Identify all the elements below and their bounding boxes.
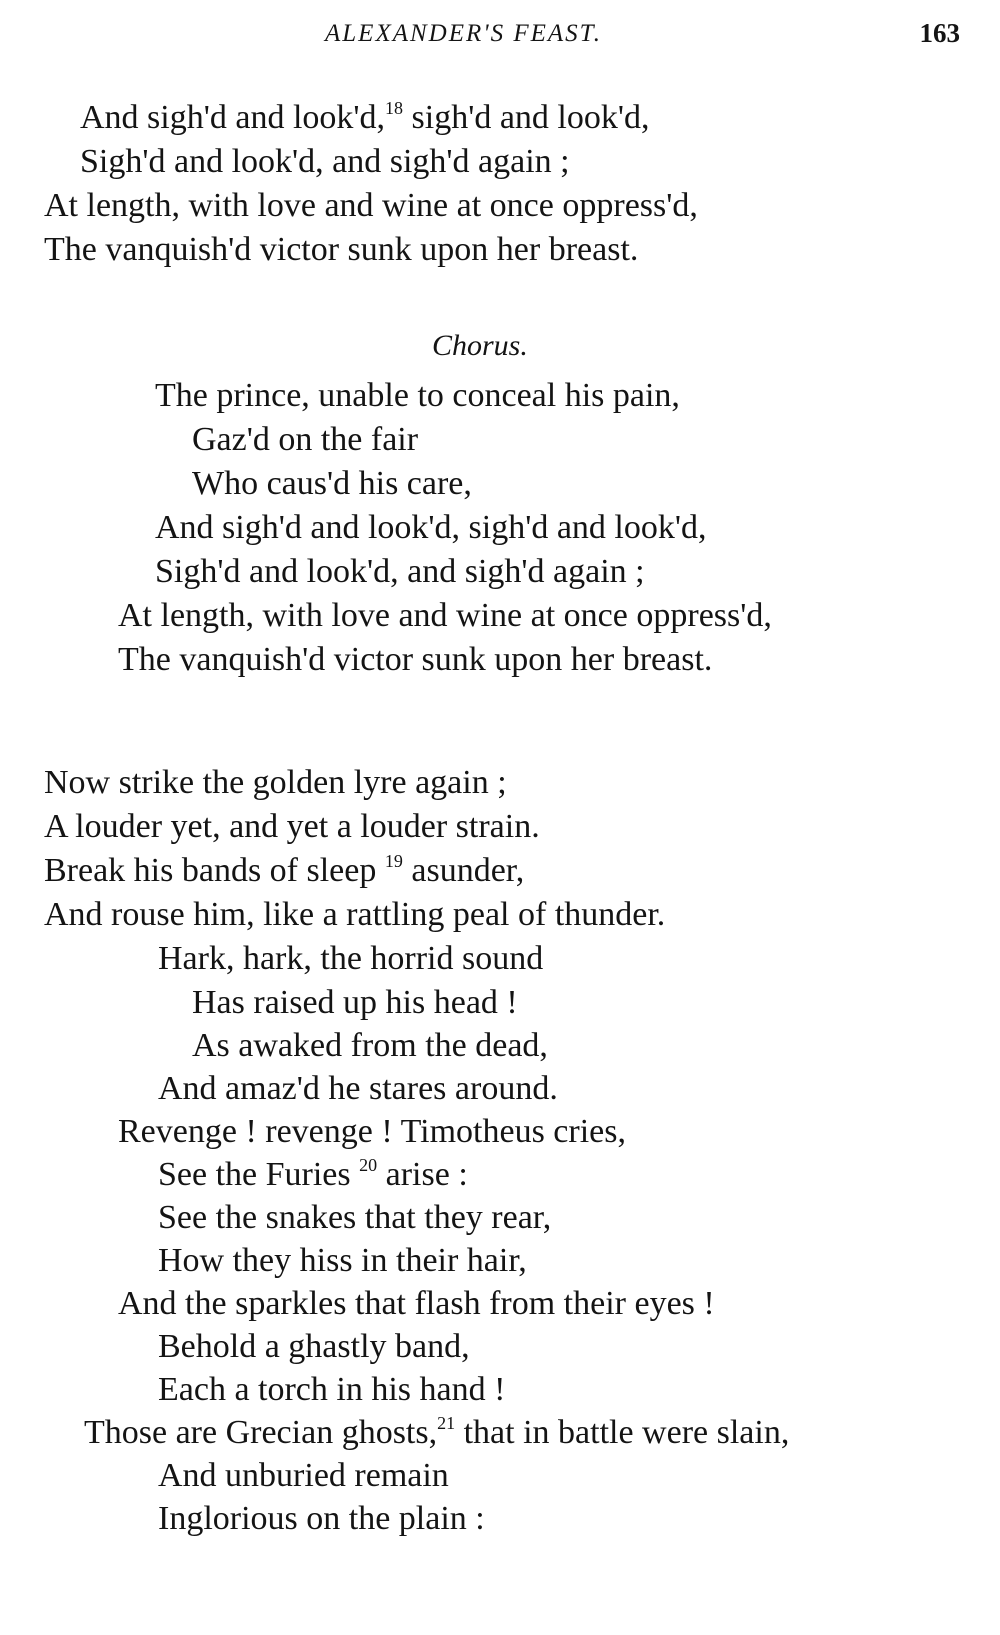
page-header [0, 16, 1000, 56]
chorus-line: At length, with love and wine at once oppress'd, [118, 597, 772, 634]
verse-text: arise : [377, 1156, 468, 1193]
chorus-line: Who caus'd his care, [192, 465, 472, 502]
footnote-ref: 18 [385, 98, 404, 118]
verse-line: A louder yet, and yet a louder strain. [44, 808, 540, 845]
verse-line: At length, with love and wine at once oppress'd, [44, 187, 698, 224]
chorus-line: The prince, unable to conceal his pain, [155, 377, 680, 414]
verse-line [158, 1155, 468, 1195]
verse-line: Now strike the golden lyre again ; [44, 764, 507, 801]
verse-line: How they hiss in their hair, [158, 1242, 527, 1279]
chorus-line: Gaz'd on the fair [192, 421, 419, 458]
verse-line: And unburied remain [158, 1457, 449, 1494]
verse-line: Has raised up his head ! [192, 984, 518, 1021]
verse-line: And rouse him, like a rattling peal of thunder. [44, 896, 666, 933]
verse-line [84, 1413, 789, 1453]
footnote-ref: 20 [359, 1155, 378, 1175]
verse-line: As awaked from the dead, [192, 1027, 548, 1064]
chorus-line: Sigh'd and look'd, and sigh'd again ; [155, 553, 645, 590]
verse-text: And sigh'd and look'd, [80, 99, 386, 136]
verse-line: Sigh'd and look'd, and sigh'd again ; [80, 143, 570, 180]
chorus-heading: Chorus. [432, 329, 528, 362]
verse-text: See the Furies [158, 1156, 360, 1193]
verse-line: The vanquish'd victor sunk upon her breast. [44, 231, 639, 268]
verse-text: Those are Grecian ghosts, [84, 1414, 438, 1451]
verse-line: Each a torch in his hand ! [158, 1371, 506, 1408]
verse-text: asunder, [402, 852, 525, 889]
page-number: 163 [919, 18, 960, 48]
verse-text: Break his bands of sleep [44, 852, 385, 889]
verse-line: See the snakes that they rear, [158, 1199, 552, 1236]
verse-line [80, 98, 650, 138]
footnote-ref: 21 [437, 1413, 456, 1433]
verse-text: that in battle were slain, [455, 1414, 790, 1451]
verse-text: sigh'd and look'd, [403, 99, 650, 136]
verse-line: Hark, hark, the horrid sound [158, 940, 544, 977]
verse-line: Behold a ghastly band, [158, 1328, 470, 1365]
footnote-ref: 19 [384, 851, 403, 871]
verse-line: Revenge ! revenge ! Timotheus cries, [118, 1113, 626, 1150]
verse-line: And amaz'd he stares around. [158, 1070, 558, 1107]
running-title: ALEXANDER'S FEAST. [325, 20, 602, 47]
chorus-line: And sigh'd and look'd, sigh'd and look'd, [155, 509, 707, 546]
chorus-line: The vanquish'd victor sunk upon her breast. [118, 641, 713, 678]
verse-line: And the sparkles that flash from their eyes ! [118, 1285, 715, 1322]
verse-line: Inglorious on the plain : [158, 1500, 485, 1537]
verse-line [44, 851, 524, 891]
